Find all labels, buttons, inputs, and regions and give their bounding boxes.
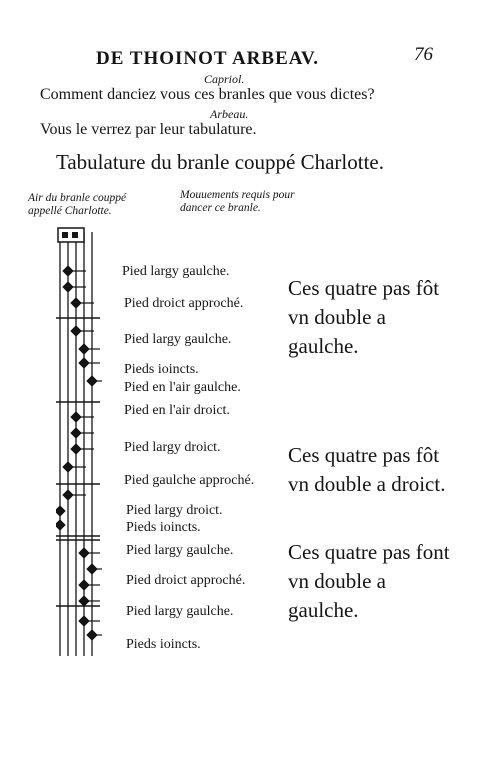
- step-label: Pied droict approché.: [126, 573, 246, 588]
- clef-icon: [58, 228, 84, 242]
- section-title: Tabulature du branle couppé Charlotte.: [56, 150, 384, 174]
- step-label: Pied largy droict.: [126, 503, 223, 518]
- step-label: Pied largy gaulche.: [126, 604, 234, 619]
- step-label: Pied largy gaulche.: [124, 332, 232, 347]
- step-label: Pieds ioincts.: [126, 637, 201, 652]
- running-head: DE THOINOT ARBEAV.: [96, 48, 320, 69]
- step-label: Pied en l'air gaulche.: [124, 380, 241, 395]
- step-label: Pied largy droict.: [124, 440, 221, 455]
- page-number: 76: [414, 44, 433, 65]
- summary-double-left-2: Ces quatre pas font vn double a gaulche.: [288, 540, 450, 622]
- music-staff: [56, 226, 106, 660]
- summary-double-right: Ces quatre pas fôt vn double a droict.: [288, 443, 446, 496]
- step-label: Pied largy gaulche.: [126, 543, 234, 558]
- column-head-movements: Mouuements requis pour dancer ce branle.: [180, 189, 295, 214]
- summary-double-left: Ces quatre pas fôt vn double a gaulche.: [288, 276, 440, 358]
- measure-bars: [56, 318, 100, 606]
- dialogue-line-arbeau: Vous le verrez par leur tabulature.: [40, 121, 257, 138]
- speaker-capriol: Capriol.: [204, 72, 245, 86]
- speaker-arbeau: Arbeau.: [210, 107, 249, 121]
- step-label: Pied largy gaulche.: [122, 264, 230, 279]
- step-label: Pied droict approché.: [124, 296, 244, 311]
- dialogue-line-capriol: Comment danciez vous ces branles que vous dictes?: [40, 86, 375, 103]
- step-label: Pied gaulche approché.: [124, 473, 255, 488]
- step-label: Pieds ioincts.: [126, 520, 201, 535]
- step-label: Pieds ioincts.: [124, 362, 199, 377]
- step-label: Pied en l'air droict.: [124, 403, 230, 418]
- column-head-air: Air du branle couppé appellé Charlotte.: [28, 192, 127, 217]
